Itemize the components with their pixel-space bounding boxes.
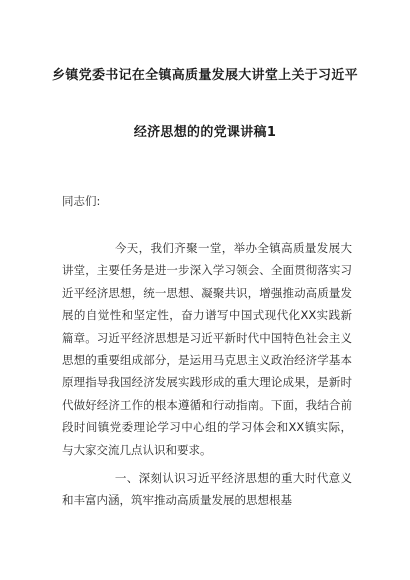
section-heading-paragraph: 一、深刻认识习近平经济思想的重大时代意义和丰富内涵，筑牢推动高质量发展的思想根基 [62,471,352,508]
document-title-line-1: 乡镇党委书记在全镇高质量发展大讲堂上关于习近平 [52,68,358,83]
salutation: 同志们: [62,194,101,208]
document-title-line-2: 经济思想的的党课讲稿1 [133,125,277,140]
body-paragraph: 今天，我们齐聚一堂，举办全镇高质量发展大讲堂，主要任务是进一步深入学习领会、全面贯彻落实习近平经济思想，统一思想、凝聚共识，增强推动高质量发展的自觉性和坚定性，奋力谱写中国式现代化XX实践新篇章。习近平经济思想是习近平新时代中国特色社会主义思想的重要组成部分，是运用马克思主义政治经济学基本原理指导我国经济发展实践形成的重大理论成果，是新时代做好经济工作的根本遵循和行动指南。下面，我结合前段时间镇党委理论学习中心组的学习体会和XX镇实际，与大家交流几点认识和要求。 [62,241,352,457]
